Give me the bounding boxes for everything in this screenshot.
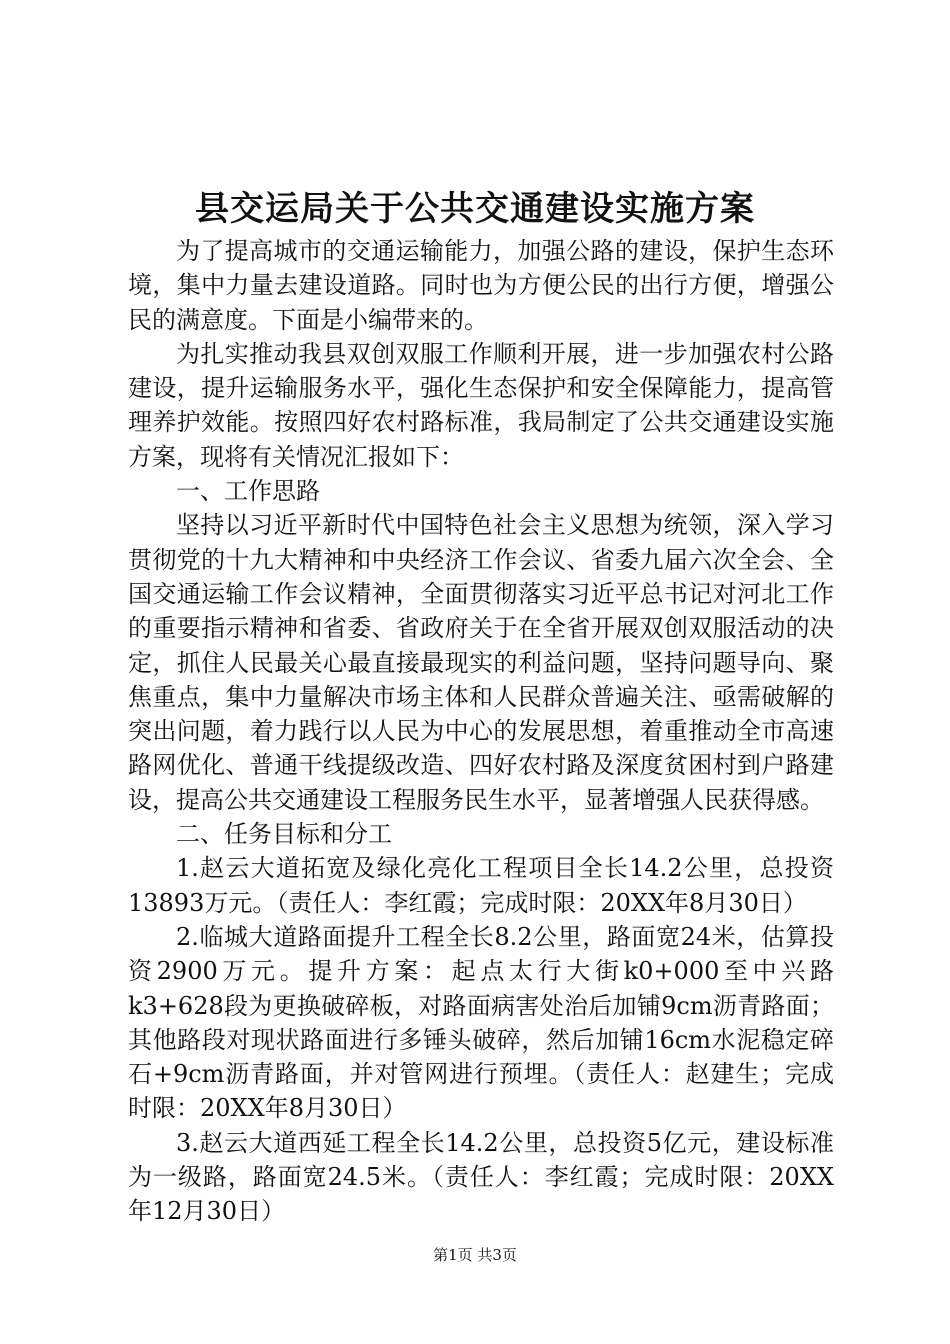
section-heading-tasks: 二、任务目标和分工 — [176, 820, 392, 849]
document-body — [128, 234, 834, 1229]
task-item-2: 2.临城大道路面提升工程全长8.2公里，路面宽24米，估算投资2900万元。提升方案：起点太行大街k0+000至中兴路k3+628段为更换破碎板，对路面病害处治后加铺9cm沥青路面；其他路段对现状路面进行多锤头破碎，然后加铺16cm水泥稳定碎石+9cm沥青路面，并对管网进行预埋。（责任人：赵建生；完成时限：20XX年8月30日） — [128, 922, 834, 1123]
intro-paragraph: 为了提高城市的交通运输能力，加强公路的建设，保护生态环境，集中力量去建设道路。同时也为方便公民的出行方便，增强公民的满意度。下面是小编带来的。 — [128, 237, 834, 334]
task-item-3: 3.赵云大道西延工程全长14.2公里，总投资5亿元，建设标准为一级路，路面宽24.5米。（责任人：李红霞；完成时限：20XX年12月30日） — [128, 1128, 834, 1226]
work-approach-paragraph: 坚持以习近平新时代中国特色社会主义思想为统领，深入学习贯彻党的十九大精神和中央经济工作会议、省委九届六次全会、全国交通运输工作会议精神，全面贯彻落实习近平总书记对河北工作的重要指示精神和省委、省政府关于在全省开展双创双服活动的决定，抓住人民最关心最直接最现实的利益问题，坚持问题导向、聚焦重点，集中力量解决市场主体和人民群众普遍关注、亟需破解的突出问题，着力践行以人民为中心的发展思想，着重推动全市高速路网优化、普通干线提级改造、四好农村路及深度贫困村到户路建设，提高公共交通建设工程服务民生水平，显著增强人民获得感。 — [128, 511, 834, 814]
section-heading-work-approach: 一、工作思路 — [176, 477, 320, 506]
document-title: 县交运局关于公共交通建设实施方案 — [195, 189, 755, 229]
task-item-1: 1.赵云大道拓宽及绿化亮化工程项目全长14.2公里，总投资13893万元。（责任人：李红霞；完成时限：20XX年8月30日） — [128, 854, 834, 917]
background-paragraph: 为扎实推动我县双创双服工作顺利开展，进一步加强农村公路建设，提升运输服务水平，强化生态保护和安全保障能力，提高管理养护效能。按照四好农村路标准，我局制定了公共交通建设实施方案，现将有关情况汇报如下： — [128, 339, 834, 471]
page-footer: 第1页 共3页 — [433, 1246, 517, 1264]
